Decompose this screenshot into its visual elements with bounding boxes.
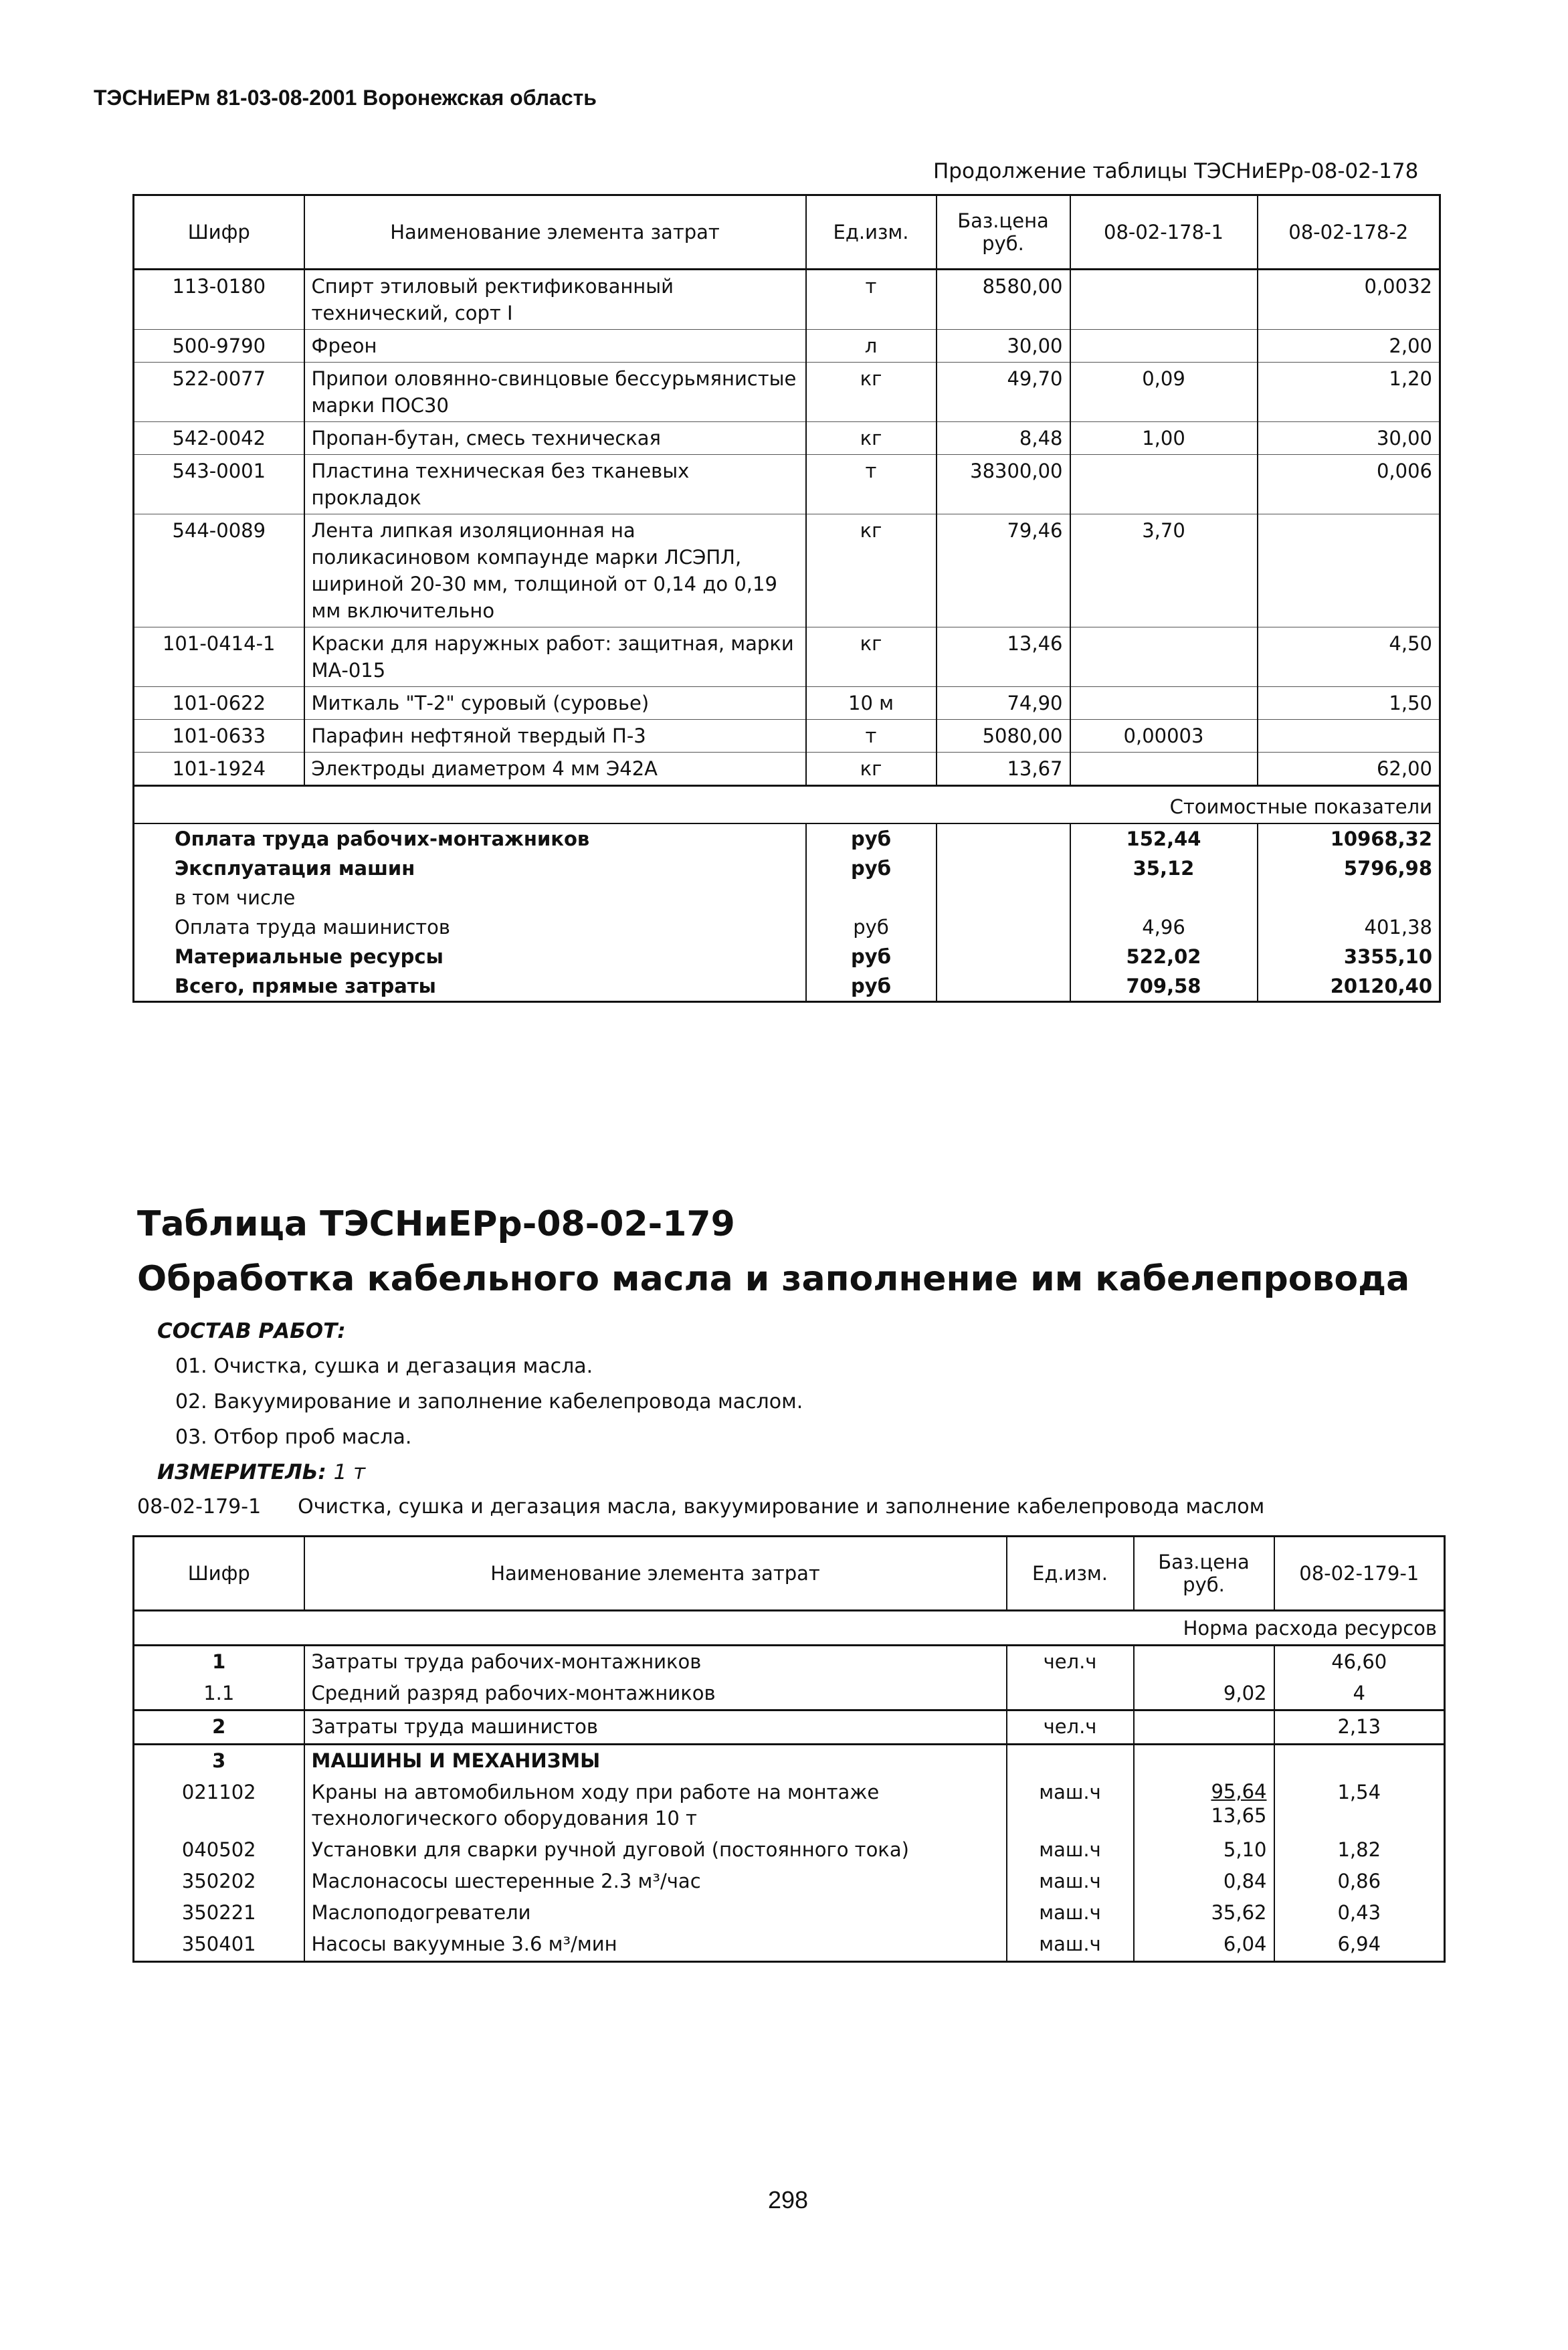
- norm-value: [1070, 455, 1258, 514]
- resource-unit: [1007, 1678, 1134, 1710]
- base-price: 79,46: [937, 514, 1070, 627]
- cost-unit: руб: [806, 854, 937, 883]
- cost-header: Стоимостные показатели: [134, 786, 1440, 824]
- empty-cell: [937, 912, 1070, 942]
- base-price: [1134, 1646, 1274, 1678]
- norm-value: 2,13: [1274, 1710, 1445, 1744]
- norm-value: 1,50: [1258, 687, 1440, 720]
- table-header-row: [134, 195, 1440, 270]
- empty-cell: [937, 883, 1070, 912]
- cost-unit: руб: [806, 912, 937, 942]
- cost-value: 10968,32: [1258, 823, 1440, 854]
- cost-value: 35,12: [1070, 854, 1258, 883]
- column-header: Шифр: [134, 1537, 304, 1611]
- norm-value: 1,54: [1274, 1777, 1445, 1834]
- resource-code: 101-1924: [134, 753, 304, 786]
- resource-unit: кг: [806, 514, 937, 627]
- table-row: [134, 1646, 1445, 1678]
- cost-unit: руб: [806, 942, 937, 971]
- column-header: Ед.изм.: [1007, 1537, 1134, 1611]
- resource-code: 522-0077: [134, 363, 304, 422]
- resource-unit: чел.ч: [1007, 1710, 1134, 1744]
- base-price: 5,10: [1134, 1834, 1274, 1866]
- composition-label: СОСТАВ РАБОТ:: [157, 1319, 346, 1343]
- norm-header: Норма расхода ресурсов: [134, 1611, 1445, 1646]
- resource-name: Электроды диаметром 4 мм Э42А: [304, 753, 806, 786]
- cost-value: 522,02: [1070, 942, 1258, 971]
- resource-unit: чел.ч: [1007, 1646, 1134, 1678]
- table-row: [134, 1710, 1445, 1744]
- price-fraction: [1211, 1779, 1266, 1828]
- base-price: 49,70: [937, 363, 1070, 422]
- cost-row: [134, 971, 1440, 1002]
- table-row: [134, 270, 1440, 330]
- norm-value: 0,00003: [1070, 720, 1258, 753]
- resource-unit: маш.ч: [1007, 1897, 1134, 1929]
- cost-label: Оплата труда рабочих-монтажников: [134, 823, 806, 854]
- base-price: 35,62: [1134, 1897, 1274, 1929]
- resource-name: Насосы вакуумные 3.6 м³/мин: [304, 1929, 1007, 1961]
- resource-code: 101-0622: [134, 687, 304, 720]
- empty-cell: [937, 854, 1070, 883]
- resource-code: 350221: [181, 1901, 256, 1925]
- column-header: 08-02-178-1: [1070, 195, 1258, 270]
- table-row: [134, 330, 1440, 363]
- cost-row: [134, 854, 1440, 883]
- resource-unit: 10 м: [806, 687, 937, 720]
- cost-label: Эксплуатация машин: [175, 857, 415, 880]
- resource-name: Краски для наружных работ: защитная, марки МА-015: [304, 627, 806, 687]
- base-price: 8580,00: [937, 270, 1070, 330]
- table-row: [134, 1678, 1445, 1710]
- resource-unit: маш.ч: [1007, 1929, 1134, 1961]
- resource-code: 101-0633: [134, 720, 304, 753]
- column-header: Наименование элемента затрат: [304, 195, 806, 270]
- norm-value: 62,00: [1258, 753, 1440, 786]
- resource-name: Парафин нефтяной твердый П-3: [304, 720, 806, 753]
- base-price: 5080,00: [937, 720, 1070, 753]
- resource-code: 544-0089: [134, 514, 304, 627]
- base-price: [1134, 1710, 1274, 1744]
- resource-code: 500-9790: [134, 330, 304, 363]
- norm-value: [1070, 270, 1258, 330]
- resource-name: Лента липкая изоляционная на поликасиновом компаунде марки ЛСЭПЛ, шириной 20-30 мм, толщиной от 0,14 до 0,19 мм включительно: [304, 514, 806, 627]
- base-price: 74,90: [937, 687, 1070, 720]
- price-numerator: 95,64: [1211, 1779, 1267, 1803]
- column-header: Ед.изм.: [806, 195, 937, 270]
- norm-value: [1258, 514, 1440, 627]
- norm-value: 0,09: [1070, 363, 1258, 422]
- norm-value: [1070, 330, 1258, 363]
- norm-value: 0,006: [1258, 455, 1440, 514]
- resource-code: 350202: [181, 1870, 256, 1893]
- empty-cell: [937, 942, 1070, 971]
- resource-code: 2: [134, 1710, 304, 1744]
- table-row: [134, 687, 1440, 720]
- cost-value: 5796,98: [1258, 854, 1440, 883]
- cost-row: [134, 883, 1440, 912]
- price-denominator: 13,65: [1211, 1803, 1267, 1827]
- table-header-row: [134, 1537, 1445, 1611]
- document-header: ТЭСНиЕРм 81-03-08-2001 Воронежская область: [94, 86, 597, 110]
- base-price: 13,46: [937, 627, 1070, 687]
- work-item: 01. Очистка, сушка и дегазация масла.: [175, 1355, 593, 1378]
- table-subtitle: Обработка кабельного масла и заполнение им кабелепровода: [137, 1259, 1410, 1299]
- norm-value: 0,0032: [1258, 270, 1440, 330]
- cost-header-row: [134, 786, 1440, 824]
- base-price: 0,84: [1134, 1866, 1274, 1897]
- resource-code: 1.1: [203, 1682, 235, 1705]
- base-price: 38300,00: [937, 455, 1070, 514]
- page-number: 298: [768, 2186, 809, 2214]
- column-header: 08-02-179-1: [1274, 1537, 1445, 1611]
- norm-value: [1070, 687, 1258, 720]
- table-row: [134, 1897, 1445, 1929]
- resource-name: Затраты труда машинистов: [304, 1710, 1007, 1744]
- resource-unit: маш.ч: [1007, 1866, 1134, 1897]
- norm-value: 46,60: [1274, 1646, 1445, 1678]
- empty-cell: [937, 823, 1070, 854]
- resource-code: 542-0042: [134, 422, 304, 455]
- base-price: [1134, 1744, 1274, 1777]
- resource-name: Маслоподогреватели: [304, 1897, 1007, 1929]
- norm-value: 0,43: [1274, 1897, 1445, 1929]
- resource-code: 543-0001: [134, 455, 304, 514]
- table-row: [134, 1866, 1445, 1897]
- norm-value: [1274, 1744, 1445, 1777]
- resource-unit: кг: [806, 422, 937, 455]
- resource-unit: кг: [806, 363, 937, 422]
- resource-unit: маш.ч: [1007, 1834, 1134, 1866]
- norm-value: 1,82: [1274, 1834, 1445, 1866]
- norm-value: 1,20: [1258, 363, 1440, 422]
- resource-name: Затраты труда рабочих-монтажников: [304, 1646, 1007, 1678]
- norm-value: 4: [1274, 1678, 1445, 1710]
- norm-value: 0,86: [1274, 1866, 1445, 1897]
- cost-value: [1070, 883, 1258, 912]
- norm-header-row: [134, 1611, 1445, 1646]
- norm-value: [1070, 753, 1258, 786]
- resources-table-179: [132, 1535, 1446, 1963]
- norm-value: 6,94: [1274, 1929, 1445, 1961]
- cost-value: 4,96: [1070, 912, 1258, 942]
- norm-value: [1258, 720, 1440, 753]
- table-row: [134, 422, 1440, 455]
- resource-name: Припои оловянно-свинцовые бессурьмянистые марки ПОС30: [304, 363, 806, 422]
- norm-value: [1070, 627, 1258, 687]
- resource-code: 101-0414-1: [134, 627, 304, 687]
- norm-value: 30,00: [1258, 422, 1440, 455]
- table-title: Таблица ТЭСНиЕРр-08-02-179: [137, 1204, 735, 1244]
- resource-name: Фреон: [304, 330, 806, 363]
- resource-name: Краны на автомобильном ходу при работе на монтаже технологического оборудования 10 т: [304, 1777, 1007, 1834]
- column-header: 08-02-178-2: [1258, 195, 1440, 270]
- table-row: [134, 363, 1440, 422]
- cost-value: 3355,10: [1258, 942, 1440, 971]
- resource-unit: [1007, 1744, 1134, 1777]
- base-price: [1134, 1777, 1274, 1834]
- cost-unit: руб: [806, 823, 937, 854]
- resource-code: 3: [134, 1744, 304, 1777]
- base-price: 13,67: [937, 753, 1070, 786]
- resource-name: Установки для сварки ручной дуговой (постоянного тока): [304, 1834, 1007, 1866]
- resource-name: Пластина техническая без тканевых прокладок: [304, 455, 806, 514]
- resource-unit: маш.ч: [1007, 1777, 1134, 1834]
- work-item: 03. Отбор проб масла.: [175, 1426, 412, 1449]
- work-item: 02. Вакуумирование и заполнение кабелепровода маслом.: [175, 1390, 803, 1413]
- table-row: [134, 514, 1440, 627]
- resource-name: МАШИНЫ И МЕХАНИЗМЫ: [304, 1744, 1007, 1777]
- column-header: Шифр: [134, 195, 304, 270]
- table-row: [134, 1744, 1445, 1777]
- table-continuation-caption: Продолжение таблицы ТЭСНиЕРр-08-02-178: [933, 159, 1419, 183]
- norm-value: 4,50: [1258, 627, 1440, 687]
- norm-line: [137, 1495, 1264, 1519]
- cost-row: [134, 912, 1440, 942]
- resource-unit: л: [806, 330, 937, 363]
- resource-unit: кг: [806, 627, 937, 687]
- cost-value: 152,44: [1070, 823, 1258, 854]
- base-price: 9,02: [1134, 1678, 1274, 1710]
- norm-value: 2,00: [1258, 330, 1440, 363]
- empty-cell: [937, 971, 1070, 1002]
- meter-label: ИЗМЕРИТЕЛЬ:: [157, 1460, 326, 1484]
- column-header: Баз.цена руб.: [937, 195, 1070, 270]
- column-header: Баз.цена руб.: [1134, 1537, 1274, 1611]
- resource-code: 350401: [181, 1933, 256, 1956]
- column-header: Наименование элемента затрат: [304, 1537, 1007, 1611]
- table-row: [134, 720, 1440, 753]
- norm-description: Очистка, сушка и дегазация масла, вакуумирование и заполнение кабелепровода маслом: [298, 1495, 1265, 1519]
- table-row: [134, 627, 1440, 687]
- resource-name: Спирт этиловый ректификованный технический, сорт I: [304, 270, 806, 330]
- table-row: [134, 455, 1440, 514]
- cost-row: [134, 942, 1440, 971]
- table-row: [134, 1834, 1445, 1866]
- resource-code: 040502: [181, 1838, 256, 1861]
- resource-code: 021102: [181, 1780, 256, 1803]
- cost-label: Оплата труда машинистов: [175, 916, 450, 939]
- resource-code: 1: [134, 1646, 304, 1678]
- cost-value: 20120,40: [1258, 971, 1440, 1002]
- base-price: 30,00: [937, 330, 1070, 363]
- cost-unit: руб: [806, 971, 937, 1002]
- cost-value: 401,38: [1258, 912, 1440, 942]
- resource-name: Маслонасосы шестеренные 2.3 м³/час: [304, 1866, 1007, 1897]
- meter-unit: 1 т: [333, 1460, 366, 1484]
- resource-unit: кг: [806, 753, 937, 786]
- cost-label: в том числе: [175, 886, 296, 910]
- base-price: 8,48: [937, 422, 1070, 455]
- resource-name: Пропан-бутан, смесь техническая: [304, 422, 806, 455]
- base-price: 6,04: [1134, 1929, 1274, 1961]
- resource-code: 113-0180: [172, 275, 266, 298]
- cost-value: 709,58: [1070, 971, 1258, 1002]
- resources-table-178: [132, 194, 1441, 1003]
- resource-unit: т: [806, 720, 937, 753]
- table-row: [134, 1929, 1445, 1961]
- resource-unit: т: [806, 270, 937, 330]
- table-row: [134, 1777, 1445, 1834]
- resource-name: Миткаль "Т-2" суровый (суровье): [304, 687, 806, 720]
- cost-value: [1258, 883, 1440, 912]
- cost-label: Материальные ресурсы: [175, 945, 444, 969]
- norm-value: 1,00: [1070, 422, 1258, 455]
- cost-row: [134, 823, 1440, 854]
- meter-label-line: [157, 1460, 365, 1484]
- cost-label: Всего, прямые затраты: [175, 975, 436, 998]
- resource-name: Средний разряд рабочих-монтажников: [304, 1678, 1007, 1710]
- resource-unit: т: [806, 455, 937, 514]
- norm-value: 3,70: [1070, 514, 1258, 627]
- cost-unit: [806, 883, 937, 912]
- norm-code: 08-02-179-1: [137, 1495, 262, 1519]
- table-row: [134, 753, 1440, 786]
